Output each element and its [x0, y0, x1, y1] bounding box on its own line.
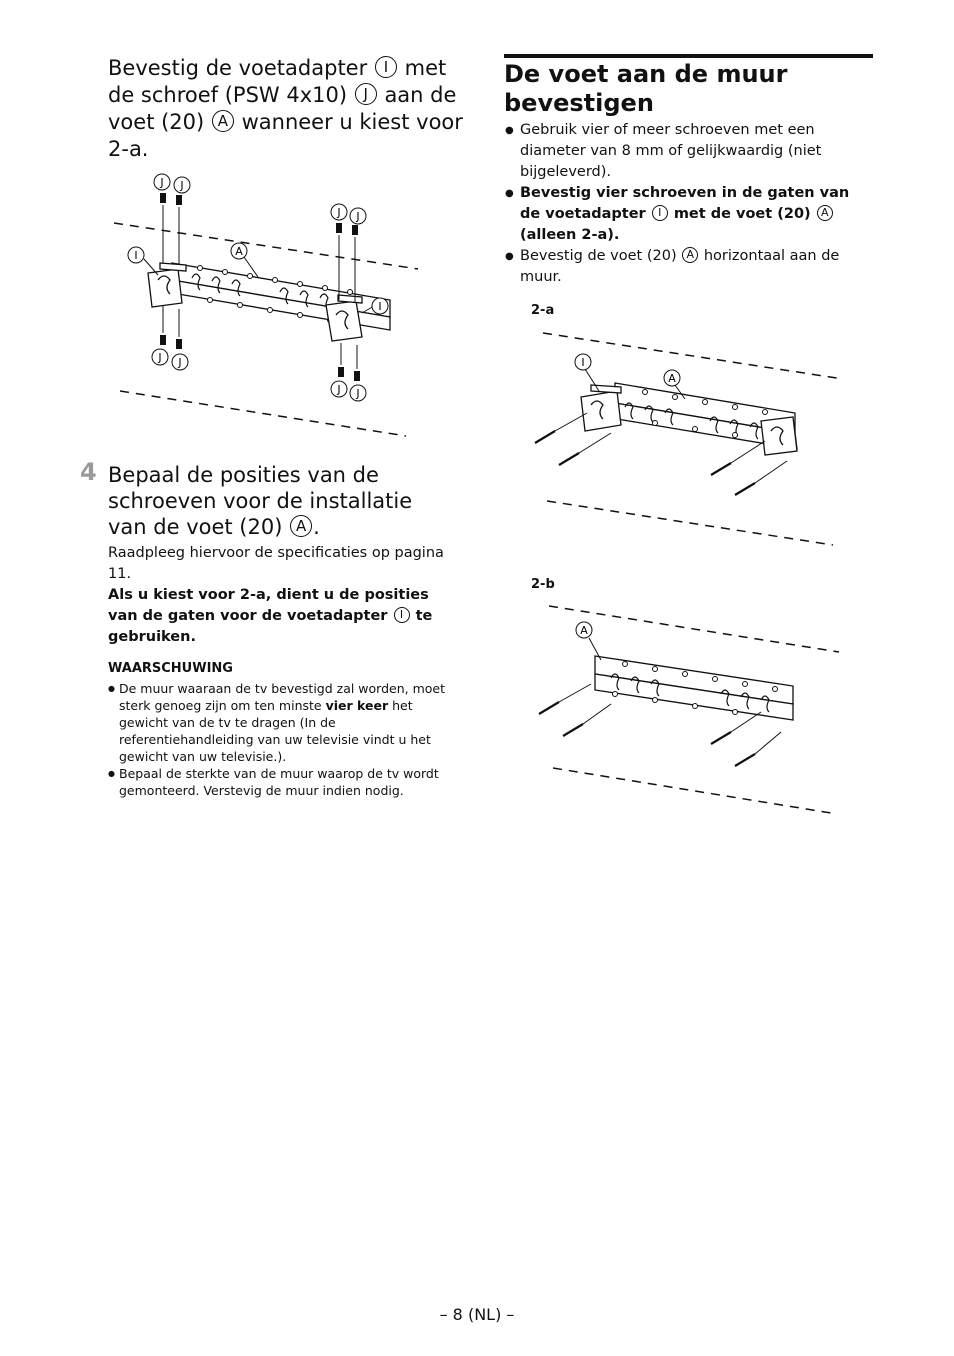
- fig1-label-j: J: [337, 383, 341, 396]
- list-item: [504, 183, 874, 246]
- wall-mount-2a-figure: [525, 325, 850, 555]
- part-i-marker: I: [375, 56, 397, 78]
- step3-text-1: Bevestig de voetadapter: [108, 56, 368, 80]
- part-i-marker: I: [652, 205, 668, 221]
- fig1-label-j: J: [356, 387, 360, 400]
- part-j-marker: J: [355, 83, 377, 105]
- step4-body: [108, 543, 453, 648]
- list-item: ● Gebruik vier of meer schroeven met een diameter van 8 mm of gelijkwaardig (niet bijgeleverd).: [504, 120, 874, 183]
- warning-item: [108, 680, 448, 765]
- part-a-marker: A: [682, 247, 698, 263]
- fig2a-label-a: A: [668, 372, 676, 385]
- warning-item1-text-a: De muur waaraan de tv bevestigd zal worden, moet sterk genoeg zijn om ten minste: [119, 681, 446, 713]
- step4-bold-text-2: te gebruiken.: [108, 608, 433, 645]
- warning-item1-bold: vier keer: [325, 698, 389, 713]
- list-item: [504, 246, 874, 288]
- bullet2-text-a: Bevestig vier schroeven in de gaten van de voetadapter: [520, 185, 850, 222]
- bullet3-text-a: Bevestig de voet (20): [520, 248, 677, 264]
- adapter-assembly-figure: [100, 165, 430, 450]
- step4-title-text-2: .: [313, 515, 320, 539]
- warning-item1-text-b: het gewicht van de tv te dragen (In de referentiehandleiding van uw televisie vindt u het gewicht van uw televisie.).: [119, 698, 431, 764]
- warning-block: [108, 660, 448, 799]
- section-rule: [504, 54, 873, 58]
- section-title: De voet aan de muur bevestigen: [504, 60, 788, 117]
- figure-2a-label: 2-a: [531, 303, 555, 318]
- fig2a-label-i: I: [581, 356, 585, 369]
- step4-note: Raadpleeg hiervoor de specificaties op pagina 11.: [108, 545, 444, 582]
- part-a-marker: A: [817, 205, 833, 221]
- fig1-label-i: I: [134, 249, 138, 262]
- step4-number: 4: [80, 458, 97, 486]
- step3-text-3: aan de voet (20): [108, 83, 457, 134]
- section-bullet-list: [504, 120, 874, 288]
- part-a-marker: A: [290, 515, 312, 537]
- fig1-label-j: J: [158, 351, 162, 364]
- page-number: – 8 (NL) –: [439, 1305, 515, 1324]
- warning-list: [108, 680, 448, 799]
- step4-bold-note: [108, 585, 453, 648]
- step4-title-text-1: Bepaal de posities van de schroeven voor de installatie van de voet (20): [108, 463, 413, 539]
- wall-mount-2b-figure: [525, 598, 850, 823]
- warning-item: ● Bepaal de sterkte van de muur waarop de tv wordt gemonteerd. Verstevig de muur indien nodig.: [108, 765, 448, 799]
- fig1-label-j: J: [160, 176, 164, 189]
- fig1-label-j: J: [337, 206, 341, 219]
- step4-title: [108, 462, 448, 541]
- fig1-label-a: A: [235, 245, 243, 258]
- figure-2b-label: 2-b: [531, 577, 555, 592]
- bullet2-text-b: met de voet (20): [673, 206, 811, 222]
- step4-bold-text-1: Als u kiest voor 2-a, dient u de posities van de gaten voor de voetadapter: [108, 587, 429, 624]
- fig1-label-j: J: [178, 356, 182, 369]
- step3-text-2: met de schroef (PSW 4x10): [108, 56, 447, 107]
- bullet3-text-b: horizontaal aan de muur.: [520, 248, 840, 285]
- fig2b-label-a: A: [580, 624, 588, 637]
- bullet2-text-c: (alleen 2-a).: [520, 227, 620, 243]
- step3-instruction: [108, 55, 468, 162]
- fig1-label-i: I: [378, 300, 382, 313]
- warning-title: WAARSCHUWING: [108, 661, 233, 676]
- fig1-label-j: J: [180, 179, 184, 192]
- part-a-marker: A: [212, 110, 234, 132]
- step3-text-4: wanneer u kiest voor 2-a.: [108, 110, 463, 161]
- fig1-label-j: J: [356, 210, 360, 223]
- part-i-marker: I: [394, 607, 410, 623]
